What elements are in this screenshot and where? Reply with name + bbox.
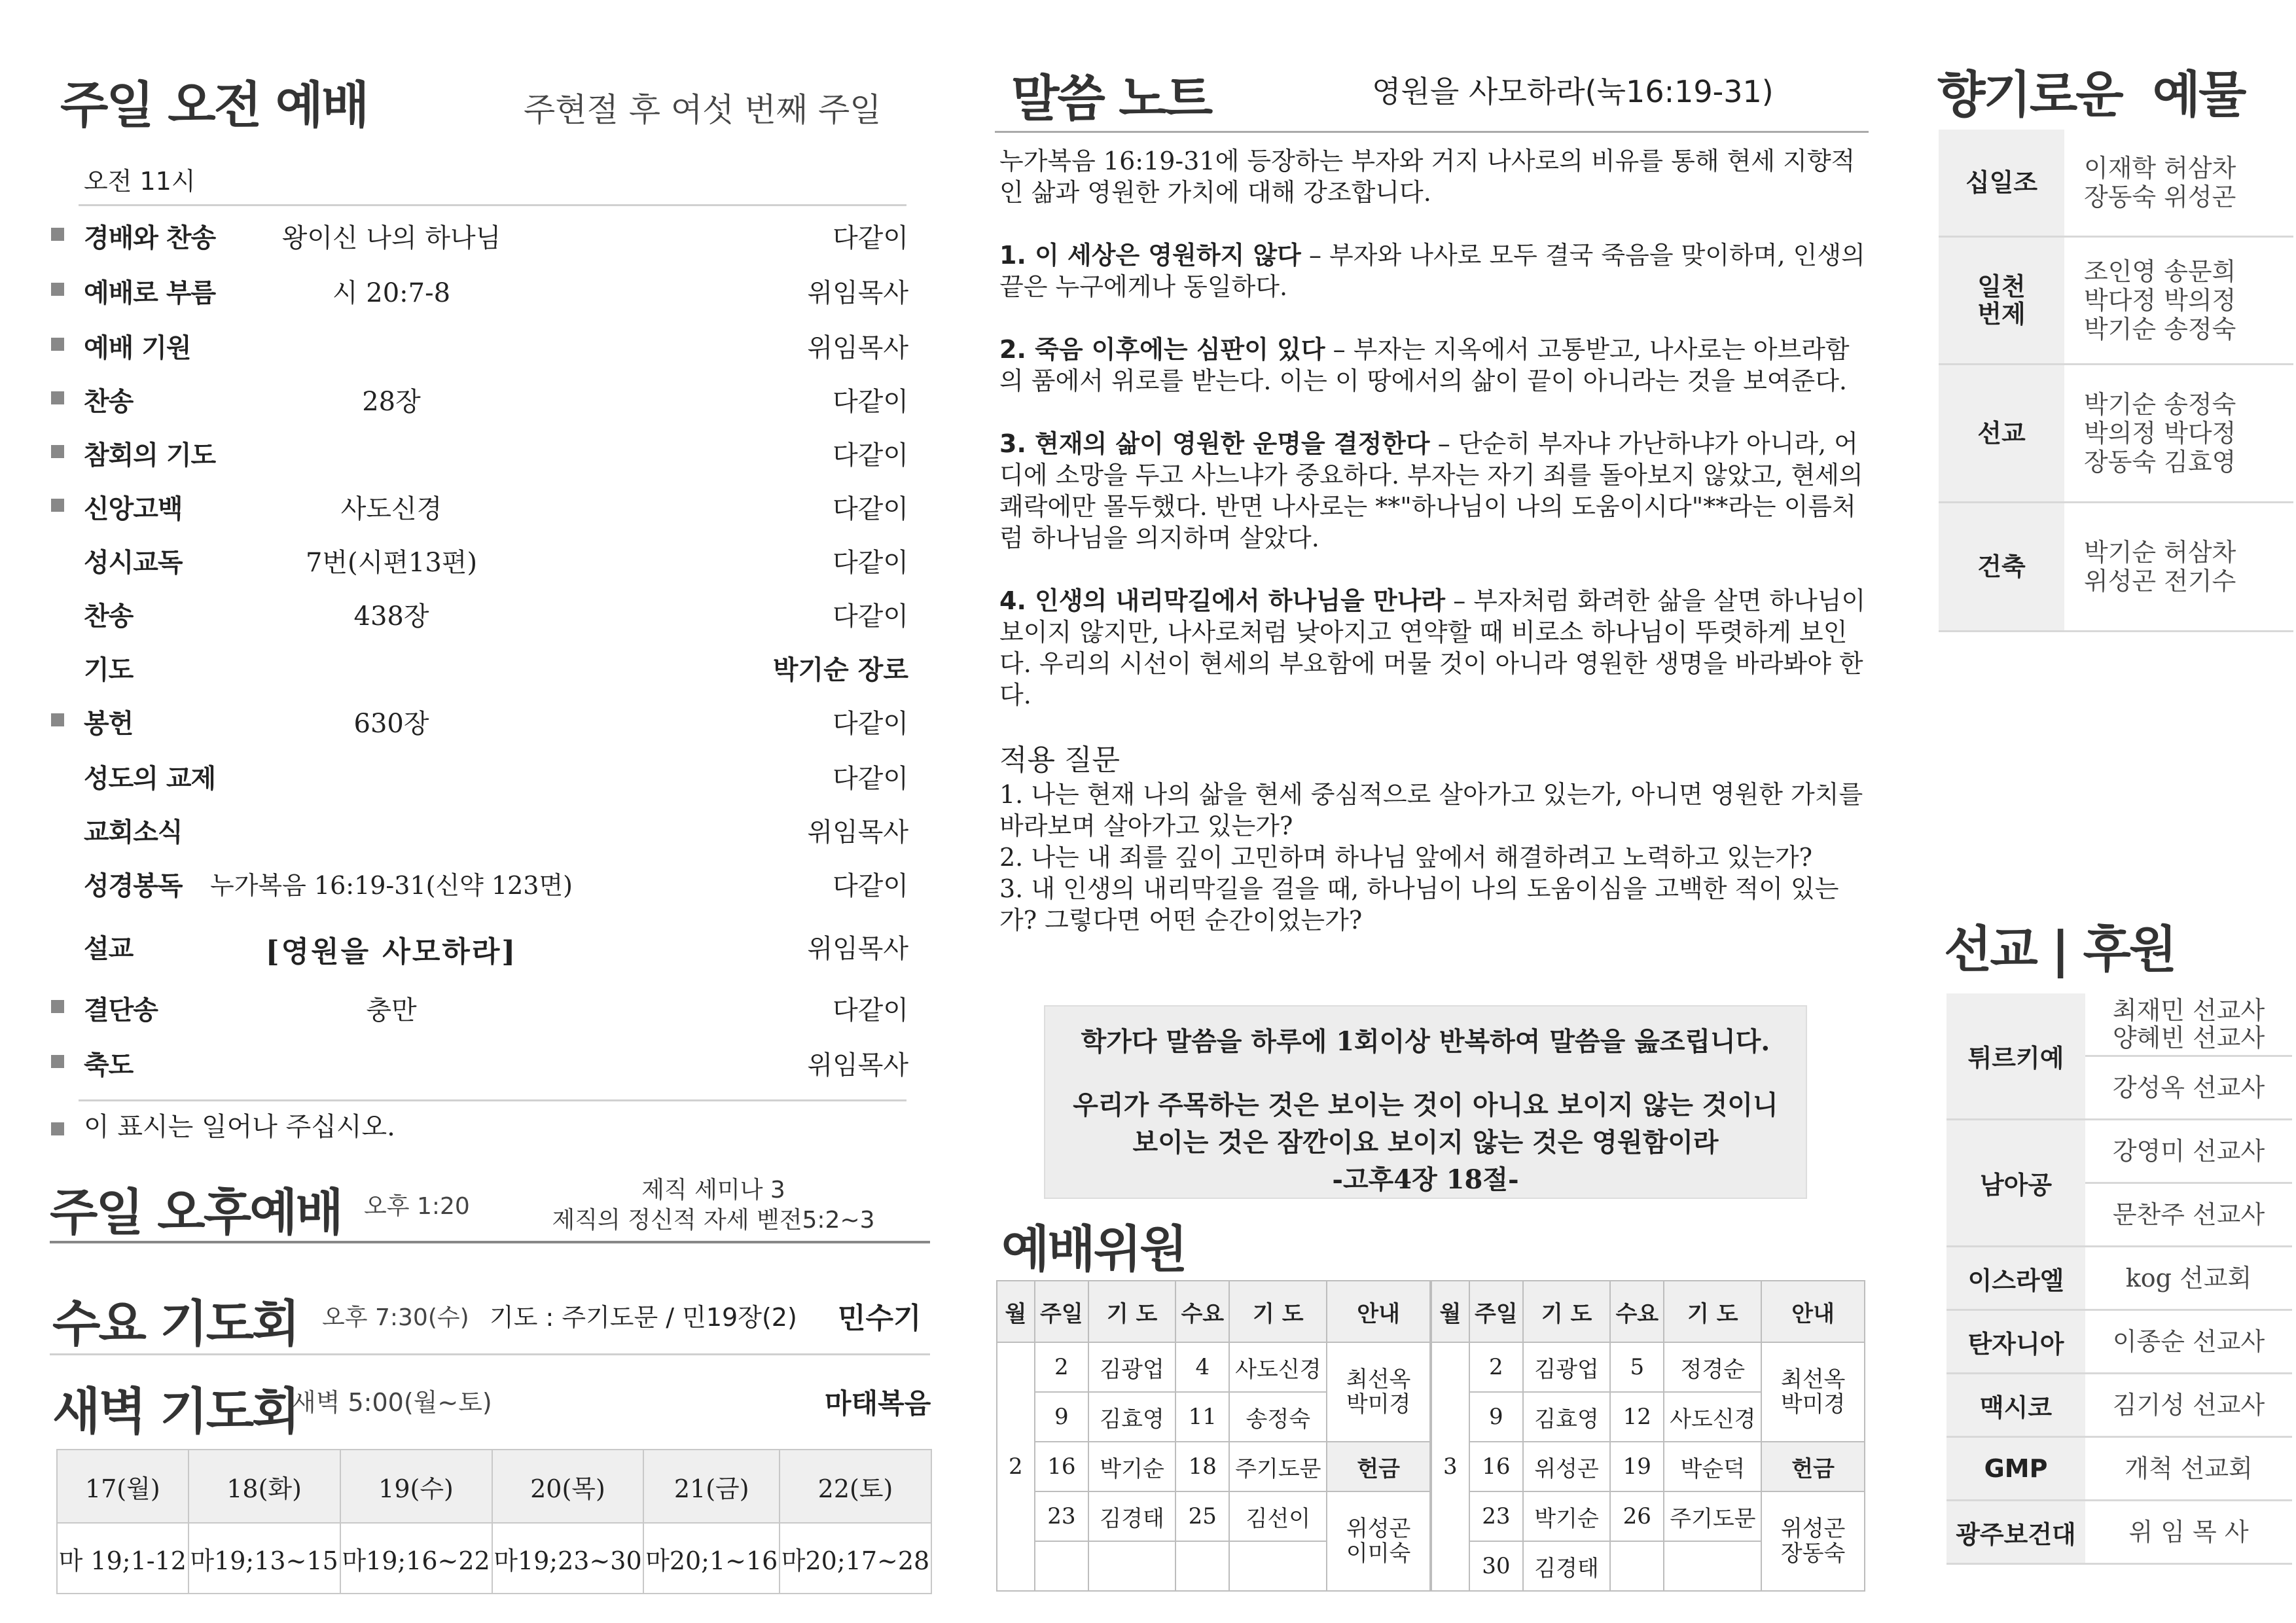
stand-marker [51,338,64,351]
order-row [51,983,908,1035]
stand-marker [51,228,64,241]
order-row [51,805,908,857]
dawn-reading: 마20;17~28 [780,1523,931,1594]
mission-supported: 위 임 목 사 [2085,1501,2292,1564]
sermon-point [999,334,1870,397]
order-detail: 시 20:7-8 [332,278,451,308]
sermon-note-subtitle: 영원을 사모하라(눅16:19-31) [1372,74,1774,109]
afternoon-topic-2: 제직의 정신적 자세 벧전5:2~3 [552,1207,875,1234]
wednesday-prayer: 김선이 [1229,1491,1327,1541]
dawn-reading-table [56,1449,932,1594]
service-time: 오전 11시 [84,167,196,196]
apply-title: 적용 질문 [999,743,1121,777]
afternoon-topic-1: 제직 세미나 3 [641,1177,785,1204]
servers-header: 안내 [1327,1281,1430,1342]
wednesday-prayer-title: 수요 기도회 [52,1294,298,1353]
order-item: 참회의 기도 [84,440,216,471]
wednesday-prayer-time: 오후 7:30(수) [322,1304,469,1331]
afternoon-service-title: 주일 오후예배 [50,1183,342,1241]
order-leader: 다같이 [833,387,908,417]
wednesday-date [1175,1541,1229,1591]
wednesday-prayer: 주기도문 [1664,1491,1761,1541]
order-detail: 충만 [366,995,417,1026]
sermon-note-body [999,145,1870,936]
offering-category: 일천 번제 [1939,237,2064,365]
order-row [51,643,908,695]
sermon-point-head: 3. 현재의 삶이 영원한 운명을 결정한다 [999,429,1430,458]
offerings-table [1939,130,2293,632]
wednesday-date: 11 [1175,1392,1229,1442]
order-leader: 박기순 장로 [772,654,908,685]
missions-table [1946,993,2292,1565]
order-item: 봉헌 [84,709,134,739]
usher-group-2: 위성곤 이미숙 [1327,1491,1430,1591]
servers-header: 월 [997,1281,1035,1342]
sermon-point-body: – 부자와 나사로 모두 결국 죽음을 맞이하며, 인생의 끝은 누구에게나 동일하다. [999,241,1865,301]
order-leader: 다같이 [833,601,908,632]
sunday-prayer: 김효영 [1088,1392,1175,1442]
mission-supported: 강성옥 선교사 [2085,1056,2292,1120]
missions-title: 선교 | 후원 [1944,920,2176,978]
sunday-date: 23 [1469,1491,1523,1541]
order-leader: 다같이 [833,995,908,1026]
dawn-day: 17(월) [57,1450,188,1523]
sunday-date: 23 [1035,1491,1088,1541]
offering-category: 선교 [1939,365,2064,503]
mission-region: 탄자니아 [1946,1310,2085,1374]
wednesday-date [1610,1541,1664,1591]
mission-supported: kog 선교회 [2085,1247,2292,1310]
mission-supported: 개척 선교회 [2085,1437,2292,1501]
order-leader: 다같이 [833,764,908,794]
order-detail: 왕이신 나의 하나님 [281,223,501,253]
order-detail: 28장 [362,387,421,417]
dawn-prayer-title: 새벽 기도회 [52,1382,298,1440]
order-row [51,266,908,318]
dawn-day: 19(수) [340,1450,492,1523]
sermon-note-title: 말씀 노트 [1011,69,1211,128]
offering-names: 박기순 허삼차 위성곤 전기수 [2064,503,2293,632]
callout-line-4: -고후4장 18절- [1332,1164,1519,1195]
order-item: 결단송 [84,995,158,1026]
mission-region: GMP [1946,1437,2085,1501]
wednesday-date: 26 [1610,1491,1664,1541]
servers-header: 안내 [1761,1281,1865,1342]
dawn-day: 18(화) [188,1450,340,1523]
standing-note [51,1106,395,1143]
sunday-date: 2 [1469,1342,1523,1392]
sunday-prayer: 박기순 [1088,1442,1175,1491]
order-row [51,211,908,263]
order-row [51,696,908,749]
wednesday-prayer-book: 민수기 [838,1302,922,1335]
wednesday-date: 19 [1610,1442,1664,1491]
order-row [51,921,908,974]
order-leader: 위임목사 [807,817,908,847]
usher-group-1: 최선옥 박미경 [1327,1342,1430,1442]
offering-names: 조인영 송문희 박다정 박의정 박기순 송정숙 [2064,237,2293,365]
dawn-prayer-book: 마태복음 [825,1387,931,1419]
servers-header: 기 도 [1664,1281,1761,1342]
order-leader: 다같이 [833,871,908,901]
mission-region: 남아공 [1946,1120,2085,1247]
wednesday-prayer [1664,1541,1761,1591]
mission-supported: 문찬주 선교사 [2085,1183,2292,1247]
stand-marker [51,1000,64,1013]
wednesday-prayer: 사도신경 [1229,1342,1327,1392]
wednesday-date: 25 [1175,1491,1229,1541]
wednesday-date: 12 [1610,1392,1664,1442]
dawn-reading: 마20;1~16 [643,1523,780,1594]
sunday-date [1035,1541,1088,1591]
sunday-date: 16 [1035,1442,1088,1491]
order-item: 축도 [84,1050,134,1080]
sermon-point-body: – 부자처럼 화려한 삶을 살면 하나님이 보이지 않지만, 나사로처럼 낮아지고 연약할 때 비로소 하나님이 뚜렷하게 보인다. 우리의 시선이 현세의 부요함에 머물 것이 아니라 영원한 생명을 바라봐야 한다. [999,586,1866,709]
order-detail: 630장 [353,709,429,739]
offering-label: 헌금 [1761,1442,1865,1491]
servers-header: 기 도 [1229,1281,1327,1342]
stand-marker [51,283,64,296]
order-detail: 438장 [353,601,429,632]
sunday-prayer: 김광업 [1088,1342,1175,1392]
order-leader: 위임목사 [807,278,908,308]
order-item: 설교 [84,934,134,964]
order-leader: 위임목사 [807,1050,908,1080]
order-item: 신앙고백 [84,494,183,524]
sunday-prayer: 김경태 [1088,1491,1175,1541]
order-row [51,859,908,911]
order-row [51,535,908,588]
standing-note-text: 이 표시는 일어나 주십시오. [84,1112,395,1142]
servers-header: 수요 [1610,1281,1664,1342]
order-item: 예배로 부름 [84,278,216,308]
usher-group-2: 위성곤 장동숙 [1761,1491,1865,1591]
mission-region: 이스라엘 [1946,1247,2085,1310]
dawn-day: 22(토) [780,1450,931,1523]
wednesday-date: 5 [1610,1342,1664,1392]
order-row [51,321,908,373]
sermon-point-head: 4. 인생의 내리막길에서 하나님을 만나라 [999,586,1446,615]
servers-table-mar [1431,1280,1865,1592]
wednesday-prayer: 주기도문 [1229,1442,1327,1491]
order-detail: 사도신경 [340,494,442,524]
wednesday-date: 18 [1175,1442,1229,1491]
offering-category: 건축 [1939,503,2064,632]
servers-header: 주일 [1469,1281,1523,1342]
usher-group-1: 최선옥 박미경 [1761,1342,1865,1442]
sermon-point-head: 2. 죽음 이후에는 심판이 있다 [999,335,1325,364]
sunday-date: 9 [1035,1392,1088,1442]
order-row [51,374,908,427]
order-item: 교회소식 [84,817,183,847]
order-leader: 다같이 [833,440,908,471]
wednesday-prayer: 정경순 [1664,1342,1761,1392]
sunday-date: 16 [1469,1442,1523,1491]
order-item: 예배 기원 [84,333,191,363]
callout-line-2: 우리가 주목하는 것은 보이는 것이 아니요 보이지 않는 것이니 [1073,1090,1778,1120]
apply-question: 2. 나는 내 죄를 깊이 고민하며 하나님 앞에서 해결하려고 노력하고 있는가? [999,843,1812,872]
servers-header: 기 도 [1088,1281,1175,1342]
servers-header: 기 도 [1523,1281,1610,1342]
order-leader: 다같이 [833,494,908,524]
order-leader: 다같이 [833,548,908,578]
order-row [51,751,908,804]
servers-month: 2 [997,1342,1035,1591]
wednesday-prayer-info: 기도 : 주기도문 / 민19장(2) [490,1303,797,1332]
servers-header: 수요 [1175,1281,1229,1342]
dawn-prayer-time: 새벽 5:00(월~토) [292,1388,492,1417]
order-leader: 위임목사 [807,333,908,363]
sunday-prayer: 김효영 [1523,1392,1610,1442]
apply-question: 1. 나는 현재 나의 삶을 현세 중심적으로 살아가고 있는가, 아니면 영원한 가치를 바라보며 살아가고 있는가? [999,780,1863,840]
dawn-reading: 마19;16~22 [340,1523,492,1594]
offering-names: 이재학 허삼차 장동숙 위성곤 [2064,130,2293,237]
order-item: 성도의 교제 [84,764,216,794]
servers-table-feb [996,1280,1431,1592]
sunday-prayer: 김광업 [1523,1342,1610,1392]
order-item: 성시교독 [84,548,183,578]
morning-service-title: 주일 오전 예배 [60,76,368,134]
wednesday-prayer: 송정숙 [1229,1392,1327,1442]
order-detail: [영원을 사모하라] [265,935,518,969]
order-detail: 누가복음 16:19-31(신약 123면) [210,871,573,900]
dawn-reading: 마19;23~30 [492,1523,644,1594]
wednesday-prayer [1229,1541,1327,1591]
dawn-reading: 마19;13~15 [188,1523,340,1594]
wednesday-prayer: 사도신경 [1664,1392,1761,1442]
order-row [51,482,908,534]
stand-marker [51,445,64,458]
offering-label: 헌금 [1327,1442,1430,1491]
wednesday-date: 4 [1175,1342,1229,1392]
servers-month: 3 [1431,1342,1469,1591]
offerings-title: 향기로운 예물 [1937,65,2245,124]
order-row [51,1038,908,1090]
dawn-day: 20(목) [492,1450,644,1523]
sermon-point [999,428,1870,554]
worship-servers-title: 예배위원 [1001,1220,1186,1278]
sunday-prayer: 위성곤 [1523,1442,1610,1491]
mission-supported: 최재민 선교사 양혜빈 선교사 [2085,993,2292,1056]
stand-marker [51,1055,64,1068]
order-leader: 다같이 [833,223,908,253]
dawn-reading: 마 19;1-12 [57,1523,188,1594]
callout-line-1: 학가다 말씀을 하루에 1회이상 반복하여 말씀을 읊조립니다. [1081,1026,1770,1057]
sermon-intro: 누가복음 16:19-31에 등장하는 부자와 거지 나사로의 비유를 통해 현세 지향적인 삶과 영원한 가치에 대해 강조합니다. [999,147,1856,207]
morning-service-subtitle: 주현절 후 여섯 번째 주일 [524,91,882,129]
sermon-point-body: – 부자는 지옥에서 고통받고, 나사로는 아브라함의 품에서 위로를 받는다. 이는 이 땅에서의 삶이 끝이 아니라는 것을 보여준다. [999,335,1850,395]
order-row [51,589,908,641]
apply-question: 3. 내 인생의 내리막길을 걸을 때, 하나님이 나의 도움이심을 고백한 적이 있는가? 그렇다면 어떤 순간이었는가? [999,874,1839,935]
sunday-prayer [1088,1541,1175,1591]
order-item: 성경봉독 [84,871,183,901]
mission-supported: 강영미 선교사 [2085,1120,2292,1183]
dawn-day: 21(금) [643,1450,780,1523]
mission-region: 튀르키예 [1946,993,2085,1120]
sunday-date: 9 [1469,1392,1523,1442]
sermon-point-body: – 단순히 부자냐 가난하냐가 아니라, 어디에 소망을 두고 사느냐가 중요하다. 부자는 자기 죄를 돌아보지 않았고, 현세의 쾌락에만 몰두했다. 반면 나사로는 **"하나님이 나의 도움이시다"**라는 이름처럼 하나님을 의지하며 살았다. [999,429,1863,552]
mission-region: 맥시코 [1946,1374,2085,1437]
order-item: 기도 [84,655,134,685]
order-item: 찬송 [84,601,134,632]
stand-marker [51,713,64,726]
callout-line-3: 보이는 것은 잠깐이요 보이지 않는 것은 영원함이라 [1132,1127,1719,1158]
sunday-date: 30 [1469,1541,1523,1591]
sermon-point [999,585,1870,711]
order-row [51,428,908,480]
offering-category: 십일조 [1939,130,2064,237]
order-item: 찬송 [84,387,134,417]
memory-verse-callout [1044,1005,1807,1199]
sermon-point [999,240,1870,302]
mission-supported: 이종순 선교사 [2085,1310,2292,1374]
sunday-prayer: 박기순 [1523,1491,1610,1541]
order-item: 경배와 찬송 [84,223,216,253]
sunday-date: 2 [1035,1342,1088,1392]
offering-names: 박기순 송정숙 박의정 박다정 장동숙 김효영 [2064,365,2293,503]
sunday-prayer: 김경태 [1523,1541,1610,1591]
wednesday-prayer: 박순덕 [1664,1442,1761,1491]
servers-header: 월 [1431,1281,1469,1342]
mission-region: 광주보건대 [1946,1501,2085,1564]
stand-marker [51,499,64,512]
sermon-point-head: 1. 이 세상은 영원하지 않다 [999,241,1301,270]
order-leader: 위임목사 [807,934,908,964]
servers-header: 주일 [1035,1281,1088,1342]
stand-marker [51,391,64,404]
mission-supported: 김기성 선교사 [2085,1374,2292,1437]
order-detail: 7번(시편13편) [305,548,478,578]
order-leader: 다같이 [833,709,908,739]
afternoon-service-time: 오후 1:20 [364,1193,470,1220]
